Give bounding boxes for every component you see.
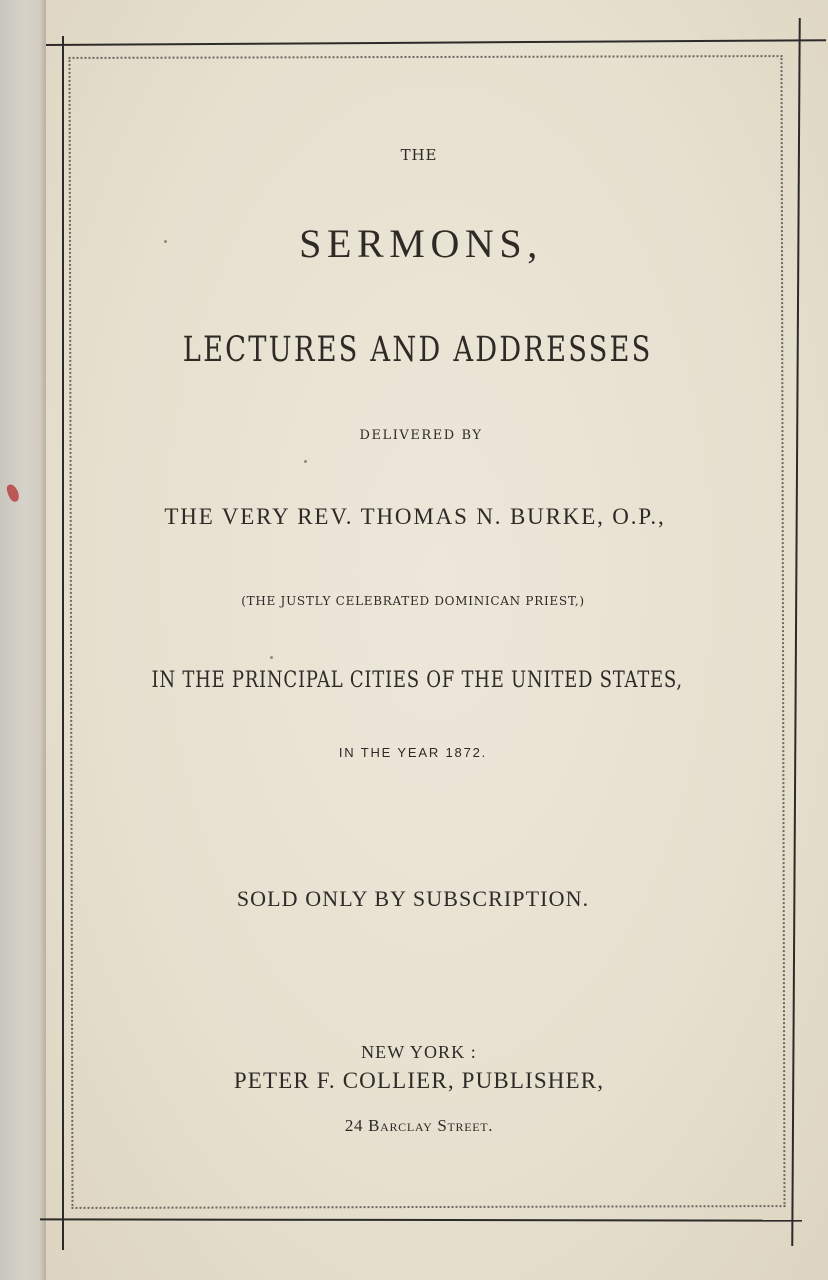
main-title: SERMONS, bbox=[299, 221, 543, 266]
author-name: THE VERY REV. THOMAS N. BURKE, O.P., bbox=[164, 504, 666, 529]
subscription-note: SOLD ONLY BY SUBSCRIPTION. bbox=[236, 886, 590, 911]
imprint-address bbox=[62, 1116, 776, 1136]
adjacent-page-edge bbox=[0, 0, 46, 1280]
delivered-by-line: DELIVERED BY bbox=[359, 428, 483, 443]
imprint-publisher: PETER F. COLLIER, PUBLISHER, bbox=[233, 1068, 605, 1093]
subtitle: LECTURES AND ADDRESSES bbox=[182, 330, 653, 370]
imprint-address-text: 24 Barclay Street. bbox=[344, 1116, 494, 1135]
location-line: IN THE PRINCIPAL CITIES OF THE UNITED STATES, bbox=[151, 668, 683, 693]
imprint-city: NEW YORK : bbox=[361, 1042, 477, 1062]
author-note: (THE JUSTLY CELEBRATED DOMINICAN PRIEST,) bbox=[241, 594, 585, 608]
year-line: IN THE YEAR 1872. bbox=[338, 745, 488, 760]
title-page-content bbox=[70, 0, 784, 1280]
title-article: THE bbox=[400, 146, 438, 164]
